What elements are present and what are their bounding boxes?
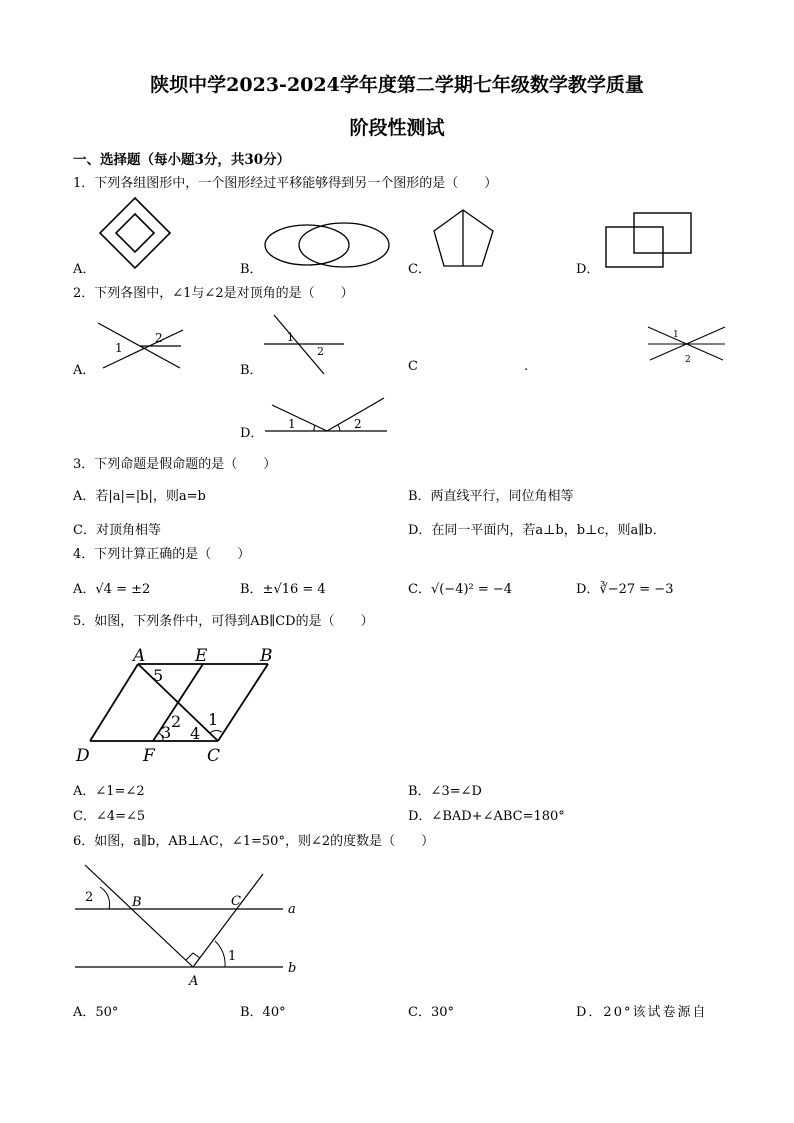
q2-option-b: B． — [240, 363, 263, 378]
q2c-angle-2: 2 — [685, 355, 691, 365]
q2d-angle-2: 2 — [354, 417, 362, 431]
q5-point-f: F — [143, 746, 155, 766]
q5-point-b: B — [260, 646, 273, 666]
q2-figure-d — [262, 395, 390, 437]
q2a-angle-2: 2 — [155, 331, 163, 345]
q4-option-b: B．±√16 = 4 — [240, 582, 326, 597]
q2a-angle-1: 1 — [115, 341, 123, 355]
q6-option-d: D．20°该试卷源自 — [576, 1005, 708, 1020]
q2b-angle-2: 2 — [317, 345, 324, 358]
q6-angle-1: 1 — [228, 949, 237, 964]
q2-option-d: D． — [240, 426, 264, 441]
page-subtitle: 阶段性测试 — [349, 117, 445, 139]
q2-figure-b — [262, 312, 352, 377]
q2b-angle-1: 1 — [287, 331, 294, 344]
q3-option-c: C．对顶角相等 — [73, 523, 161, 538]
q1-figure-c — [432, 208, 497, 268]
q5-angle-4: 4 — [190, 724, 201, 743]
q1-figure-a — [95, 196, 175, 266]
q2-figure-a — [95, 318, 185, 373]
q2-option-a: A． — [73, 363, 96, 378]
q2c-angle-1: 1 — [673, 330, 679, 340]
section-heading: 一、选择题（每小题3分，共30分） — [73, 152, 291, 168]
q6-line-b: b — [288, 961, 297, 976]
q5-point-c: C — [207, 746, 221, 766]
q1-option-b: B． — [240, 262, 263, 277]
q6-point-b: B — [132, 895, 142, 910]
q5-option-a: A．∠1=∠2 — [73, 784, 145, 799]
q1-figure-d — [603, 210, 698, 270]
q4-option-c: C．√(−4)² = −4 — [408, 582, 513, 597]
q6-option-a: A．50° — [73, 1005, 119, 1020]
q6-line-a: a — [288, 902, 296, 917]
q5-angle-1: 1 — [208, 710, 219, 729]
q2d-angle-1: 1 — [288, 417, 296, 431]
q1-option-a: A． — [73, 262, 96, 277]
q6-option-b: B．40° — [240, 1005, 286, 1020]
q4-option-a: A．√4 = ±2 — [73, 582, 151, 597]
page-title: 陕坝中学2023-2024学年度第二学期七年级数学教学质量 — [150, 74, 644, 96]
q1-stem: 1．下列各组图形中，一个图形经过平移能够得到另一个图形的是（ ） — [73, 176, 498, 191]
q5-option-b: B．∠3=∠D — [408, 784, 482, 799]
q6-point-c: C — [231, 894, 241, 909]
q5-stem: 5．如图，下列条件中，可得到AB∥CD的是（ ） — [73, 614, 374, 629]
q5-angle-2: 2 — [171, 712, 182, 731]
q5-option-d: D．∠BAD+∠ABC=180° — [408, 809, 565, 824]
q3-option-d: D．在同一平面内，若a⊥b，b⊥c，则a∥b． — [408, 523, 666, 538]
q6-stem: 6．如图，a∥b，AB⊥AC，∠1=50°，则∠2的度数是（ ） — [73, 834, 435, 849]
q1-option-c: C． — [408, 262, 431, 277]
q4-stem: 4．下列计算正确的是（ ） — [73, 547, 251, 562]
q6-figure — [75, 862, 305, 990]
q2-dot: . — [524, 359, 529, 374]
q3-option-a: A．若|a|=|b|，则a=b — [73, 489, 206, 504]
q5-figure — [75, 644, 290, 768]
q5-angle-5: 5 — [153, 666, 164, 685]
q3-option-b: B．两直线平行，同位角相等 — [408, 489, 574, 504]
q6-point-a: A — [189, 974, 199, 989]
q5-point-e: E — [195, 646, 208, 666]
q6-option-c: C．30° — [408, 1005, 454, 1020]
q2-option-c: C — [408, 359, 418, 374]
q1-figure-b — [262, 220, 392, 270]
q1-option-d: D． — [576, 262, 600, 277]
q6-angle-2: 2 — [85, 890, 94, 905]
q2-stem: 2．下列各图中，∠1与∠2是对顶角的是（ ） — [73, 286, 354, 301]
q3-stem: 3．下列命题是假命题的是（ ） — [73, 457, 277, 472]
q5-angle-3: 3 — [161, 723, 172, 742]
q5-option-c: C．∠4=∠5 — [73, 809, 146, 824]
q5-point-d: D — [76, 746, 90, 766]
q5-point-a: A — [133, 646, 146, 666]
q2-figure-c — [645, 322, 730, 367]
q4-option-d: D．∛−27 = −3 — [576, 582, 674, 597]
